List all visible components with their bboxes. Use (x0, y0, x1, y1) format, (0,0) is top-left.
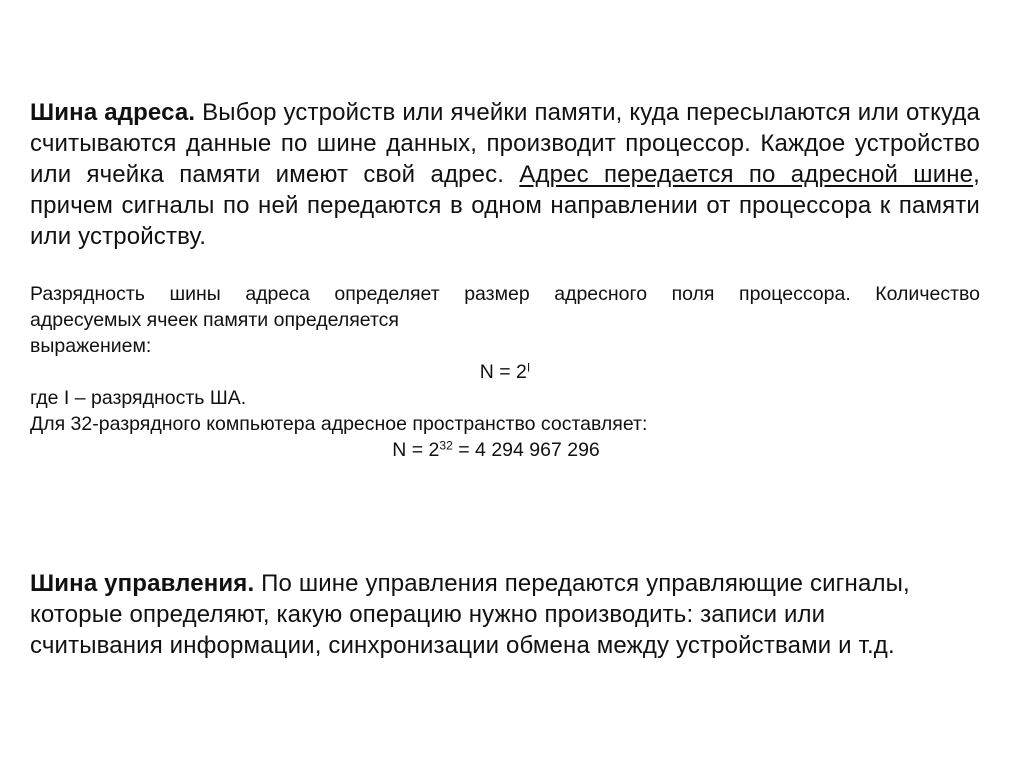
address-width-line-2: адресуемых ячеек памяти определяется (30, 309, 399, 331)
address-bus-text-1: Выбор устройств или ячейки памяти, куда пересылаются или откуда считываются данные по шине данных, производит процессор. Каждое устройство или ячейка памяти имеют свой адрес. (30, 99, 980, 188)
formula-1-base: N = 2 (479, 361, 527, 383)
formula-address-space (30, 437, 980, 463)
control-bus-line-1 (30, 568, 980, 599)
address-bus-text-2: , причем сигналы по ней передаются в одном направлении от процессора к памяти или устройству. (30, 161, 980, 250)
control-bus-paragraph (30, 568, 980, 661)
control-bus-heading: Шина управления. (30, 570, 255, 597)
control-bus-line-1-text: По шине управления передаются управляющие сигналы, (254, 570, 910, 597)
formula-n-equals-2-pow-i (30, 359, 980, 385)
formula-2-base: N = 2 (392, 439, 440, 461)
address-bus-paragraph (30, 97, 980, 252)
address-width-section (30, 281, 980, 463)
control-bus-line-3: считывания информации, синхронизации обмена между устройствами и т.д. (30, 632, 895, 659)
address-width-line-1: Разрядность шины адреса определяет размер адресного поля процессора. Количество (30, 283, 980, 305)
control-bus-line-2: которые определяют, какую операцию нужно производить: записи или (30, 601, 826, 628)
address-bus-underlined-text: Адрес передается по адресной шине (519, 161, 974, 188)
formula-2-exponent: 32 (439, 438, 453, 453)
address-bus-heading: Шина адреса. (30, 99, 196, 126)
formula-2-result: = 4 294 967 296 (452, 439, 600, 461)
formula-1-exponent: I (526, 360, 531, 375)
example-line: Для 32-разрядного компьютера адресное пространство составляет: (30, 413, 648, 435)
where-line: где I – разрядность ША. (30, 387, 247, 409)
address-width-line-3: выражением: (30, 335, 152, 357)
